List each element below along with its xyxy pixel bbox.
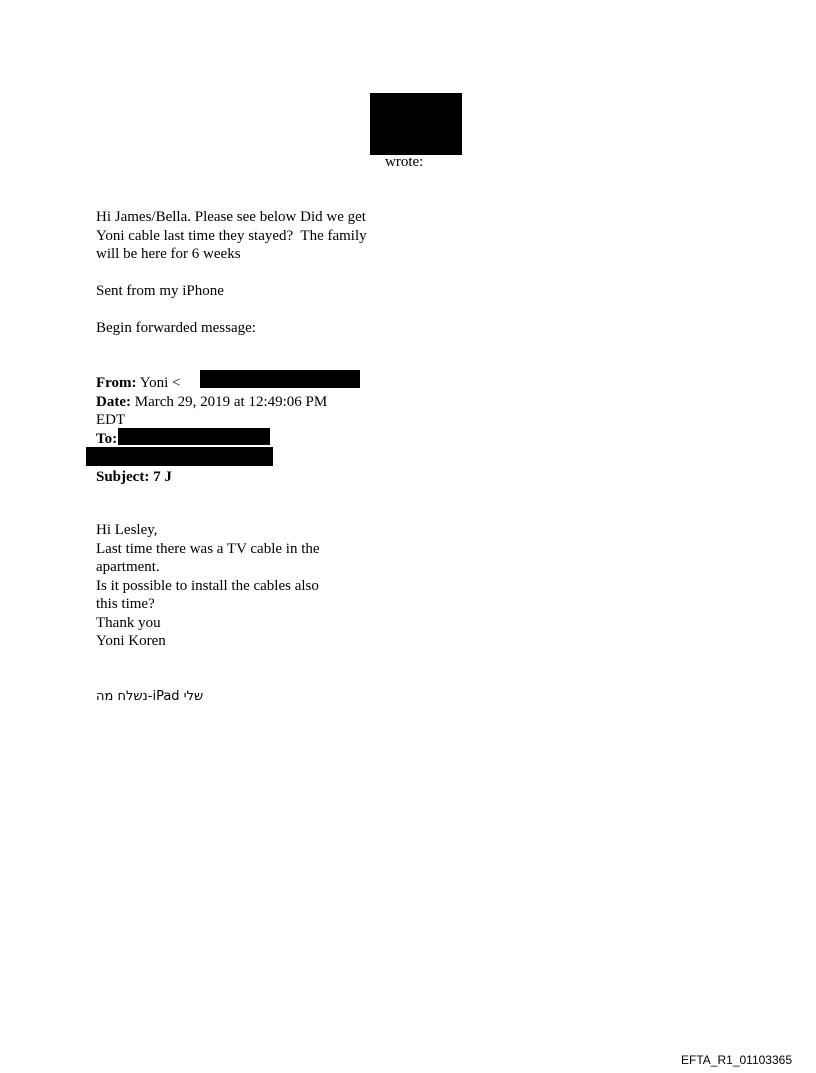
- date-timezone: EDT: [96, 412, 126, 428]
- subject-value: 7 J: [153, 468, 172, 485]
- subject-row: [96, 468, 327, 487]
- intro-line: Yoni cable last time they stayed? The family: [96, 227, 367, 244]
- forward-note: Begin forwarded message:: [96, 320, 256, 336]
- body-line: Hi Lesley,: [96, 522, 158, 538]
- from-value: Yoni <: [139, 375, 181, 391]
- sent-from-ipad-hebrew: שלי iPad-נשלח מה: [96, 689, 204, 704]
- intro-message: [96, 208, 367, 264]
- body-line: this time?: [96, 596, 155, 612]
- to-label: To:: [96, 430, 118, 447]
- iphone-signature: Sent from my iPhone: [96, 283, 224, 299]
- body-line: Thank you: [96, 614, 161, 631]
- redaction-to-recipient-2: [86, 447, 273, 466]
- document-id: EFTA_R1_01103365: [681, 1053, 792, 1067]
- from-label: From:: [96, 375, 137, 391]
- redaction-to-recipient: [118, 428, 270, 445]
- date-value: March 29, 2019 at 12:49:06 PM: [134, 393, 328, 410]
- date-label: Date:: [96, 393, 131, 410]
- redaction-block-sender: [370, 93, 462, 155]
- intro-line: will be here for 6 weeks: [96, 246, 241, 262]
- subject-label: Subject:: [96, 468, 150, 485]
- body-line: Is it possible to install the cables also: [96, 577, 319, 594]
- date-row: [96, 393, 327, 412]
- intro-line: Hi James/Bella. Please see below Did we get: [96, 209, 366, 225]
- forwarded-body: [96, 521, 320, 651]
- body-line: apartment.: [96, 559, 160, 575]
- redaction-from-email: [200, 370, 360, 388]
- body-line: Yoni Koren: [96, 633, 166, 649]
- wrote-label: wrote:: [385, 154, 424, 170]
- body-line: Last time there was a TV cable in the: [96, 540, 320, 557]
